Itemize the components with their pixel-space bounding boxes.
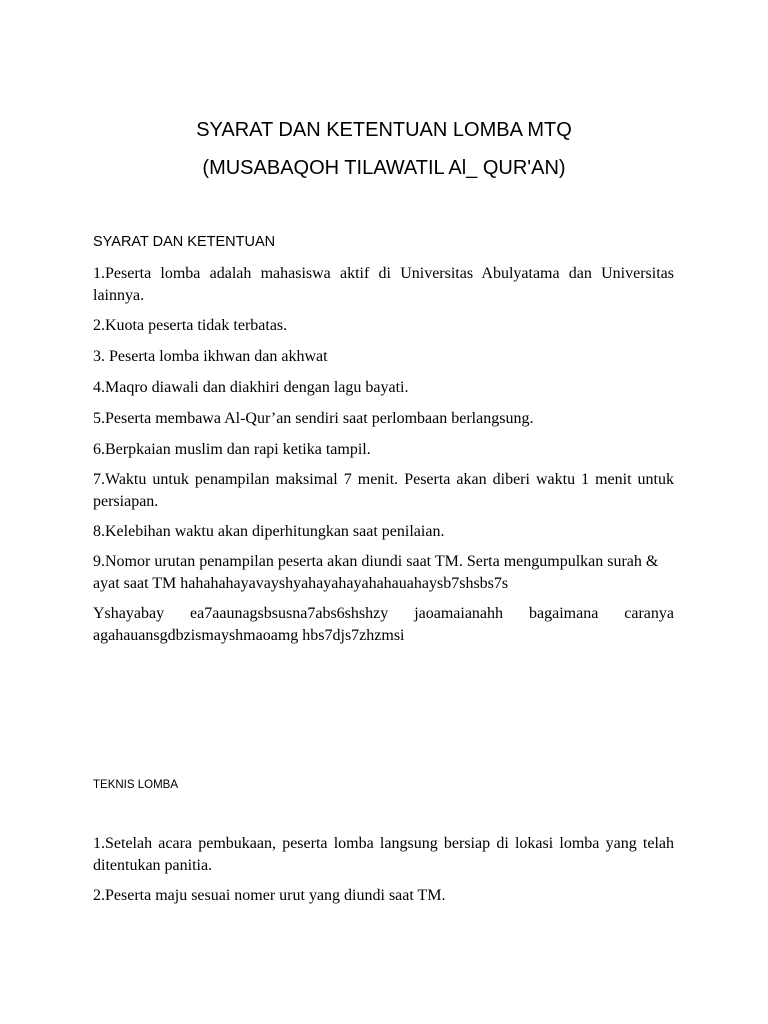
document-title: SYARAT DAN KETENTUAN LOMBA MTQ [196,119,572,141]
document-subtitle: (MUSABAQOH TILAWATIL Al_ QUR'AN) [202,157,566,179]
list-item: 5.Peserta membawa Al-Qur’an sendiri saat perlombaan berlangsung. [93,410,534,427]
list-item: 7.Waktu untuk penampilan maksimal 7 menit. Peserta akan diberi waktu 1 menit untuk persiapan. [93,471,674,510]
section-heading-teknis: TEKNIS LOMBA [93,779,178,791]
list-item: Yshayabay ea7aaunagsbsusna7abs6shshzy jaoamaianahh bagaimana caranya agahauansgdbzismayshmaoamg hbs7djs7zhzmsi [93,605,674,644]
list-item: 9.Nomor urutan penampilan peserta akan diundi saat TM. Serta mengumpulkan surah & ayat saat TM hahahahayavayshyahayahayahahauahaysb7shsbs7s [93,553,659,592]
list-item: 2.Kuota peserta tidak terbatas. [93,317,288,334]
list-item: 2.Peserta maju sesuai nomer urut yang diundi saat TM. [93,887,446,904]
list-item: 3. Peserta lomba ikhwan dan akhwat [93,348,328,365]
list-item: 6.Berpkaian muslim dan rapi ketika tampil. [93,441,371,458]
list-item: 8.Kelebihan waktu akan diperhitungkan saat penilaian. [93,523,445,540]
list-item: 1.Peserta lomba adalah mahasiswa aktif di Universitas Abulyatama dan Universitas lainnya. [93,265,674,304]
list-item: 1.Setelah acara pembukaan, peserta lomba langsung bersiap di lokasi lomba yang telah ditentukan panitia. [93,835,674,874]
list-item: 4.Maqro diawali dan diakhiri dengan lagu bayati. [93,379,409,396]
section-heading-syarat: SYARAT DAN KETENTUAN [93,234,276,250]
